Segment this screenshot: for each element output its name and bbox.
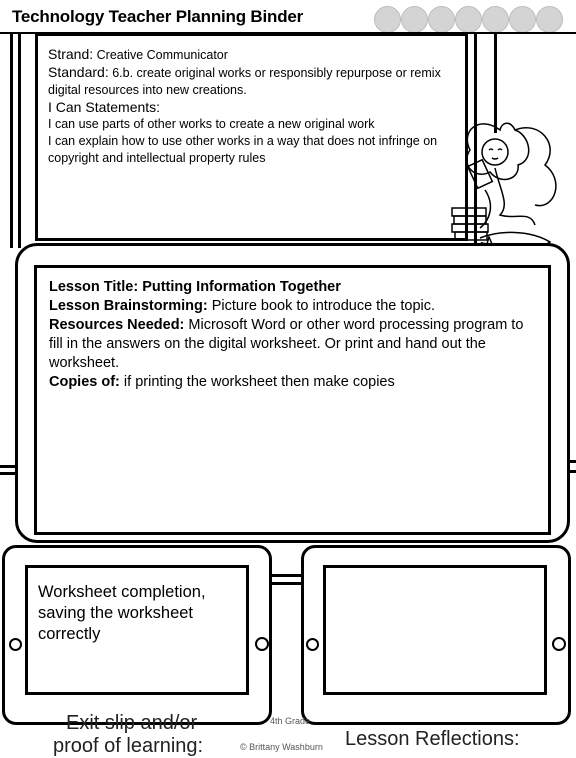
copyright-label: © Brittany Washburn xyxy=(240,742,323,752)
lesson-title-value: Putting Information Together xyxy=(142,279,341,295)
copies-value: if printing the worksheet then make copies xyxy=(123,374,395,390)
frame-bar-left xyxy=(10,33,13,248)
page-title: Technology Teacher Planning Binder xyxy=(12,7,304,26)
header-dot xyxy=(536,6,563,33)
frame-bar-left-2 xyxy=(18,33,21,248)
standard-label: Standard: xyxy=(48,64,109,80)
strand-value: Creative Communicator xyxy=(96,48,228,62)
ican-label: I Can Statements: xyxy=(48,99,161,115)
header-dot xyxy=(455,6,482,33)
brainstorm-value: Picture book to introduce the topic. xyxy=(211,298,436,314)
exit-slip-caption-2: proof of learning: xyxy=(53,735,204,757)
frame-bar-mid1 xyxy=(272,574,304,577)
reflections-caption: Lesson Reflections: xyxy=(345,728,520,750)
standards-text xyxy=(48,46,463,167)
strand-label: Strand: xyxy=(48,46,94,62)
resources-label: Resources Needed: xyxy=(49,317,185,333)
reflections-tablet-screen xyxy=(323,565,547,695)
frame-bar-mid2 xyxy=(272,582,304,585)
header-dot xyxy=(374,6,401,33)
lesson-details xyxy=(49,278,539,392)
home-button-icon xyxy=(552,637,566,651)
camera-icon xyxy=(9,638,22,651)
header-dot xyxy=(509,6,536,33)
header-dot xyxy=(482,6,509,33)
home-button-icon xyxy=(255,637,269,651)
frame-bar-h1 xyxy=(0,465,15,468)
frame-bar-h2 xyxy=(0,472,15,475)
grade-label: 4th Grade xyxy=(270,716,311,726)
brainstorm-label: Lesson Brainstorming: xyxy=(49,298,208,314)
ican-statement-2: I can explain how to use other works in a way that does not infringe on copyright and intellectual property rules xyxy=(48,134,438,165)
resources-value: Microsoft Word or other word processing program to fill in the answers on the digital worksheet. Or print and hand out the worksheet. xyxy=(49,317,524,371)
exit-slip-content: Worksheet completion, saving the worksheet correctly xyxy=(38,583,206,643)
ican-statement-1: I can use parts of other works to create a new original work xyxy=(48,117,375,131)
exit-slip-caption-1: Exit slip and/or xyxy=(66,712,198,734)
camera-icon xyxy=(306,638,319,651)
header-dot xyxy=(428,6,455,33)
standard-value: 6.b. create original works or responsibly repurpose or remix digital resources into new creations. xyxy=(48,66,441,97)
copies-label: Copies of: xyxy=(49,374,120,390)
header-dot xyxy=(401,6,428,33)
girl-reading-illustration xyxy=(440,110,570,265)
lesson-title-label: Lesson Title: xyxy=(49,279,139,295)
